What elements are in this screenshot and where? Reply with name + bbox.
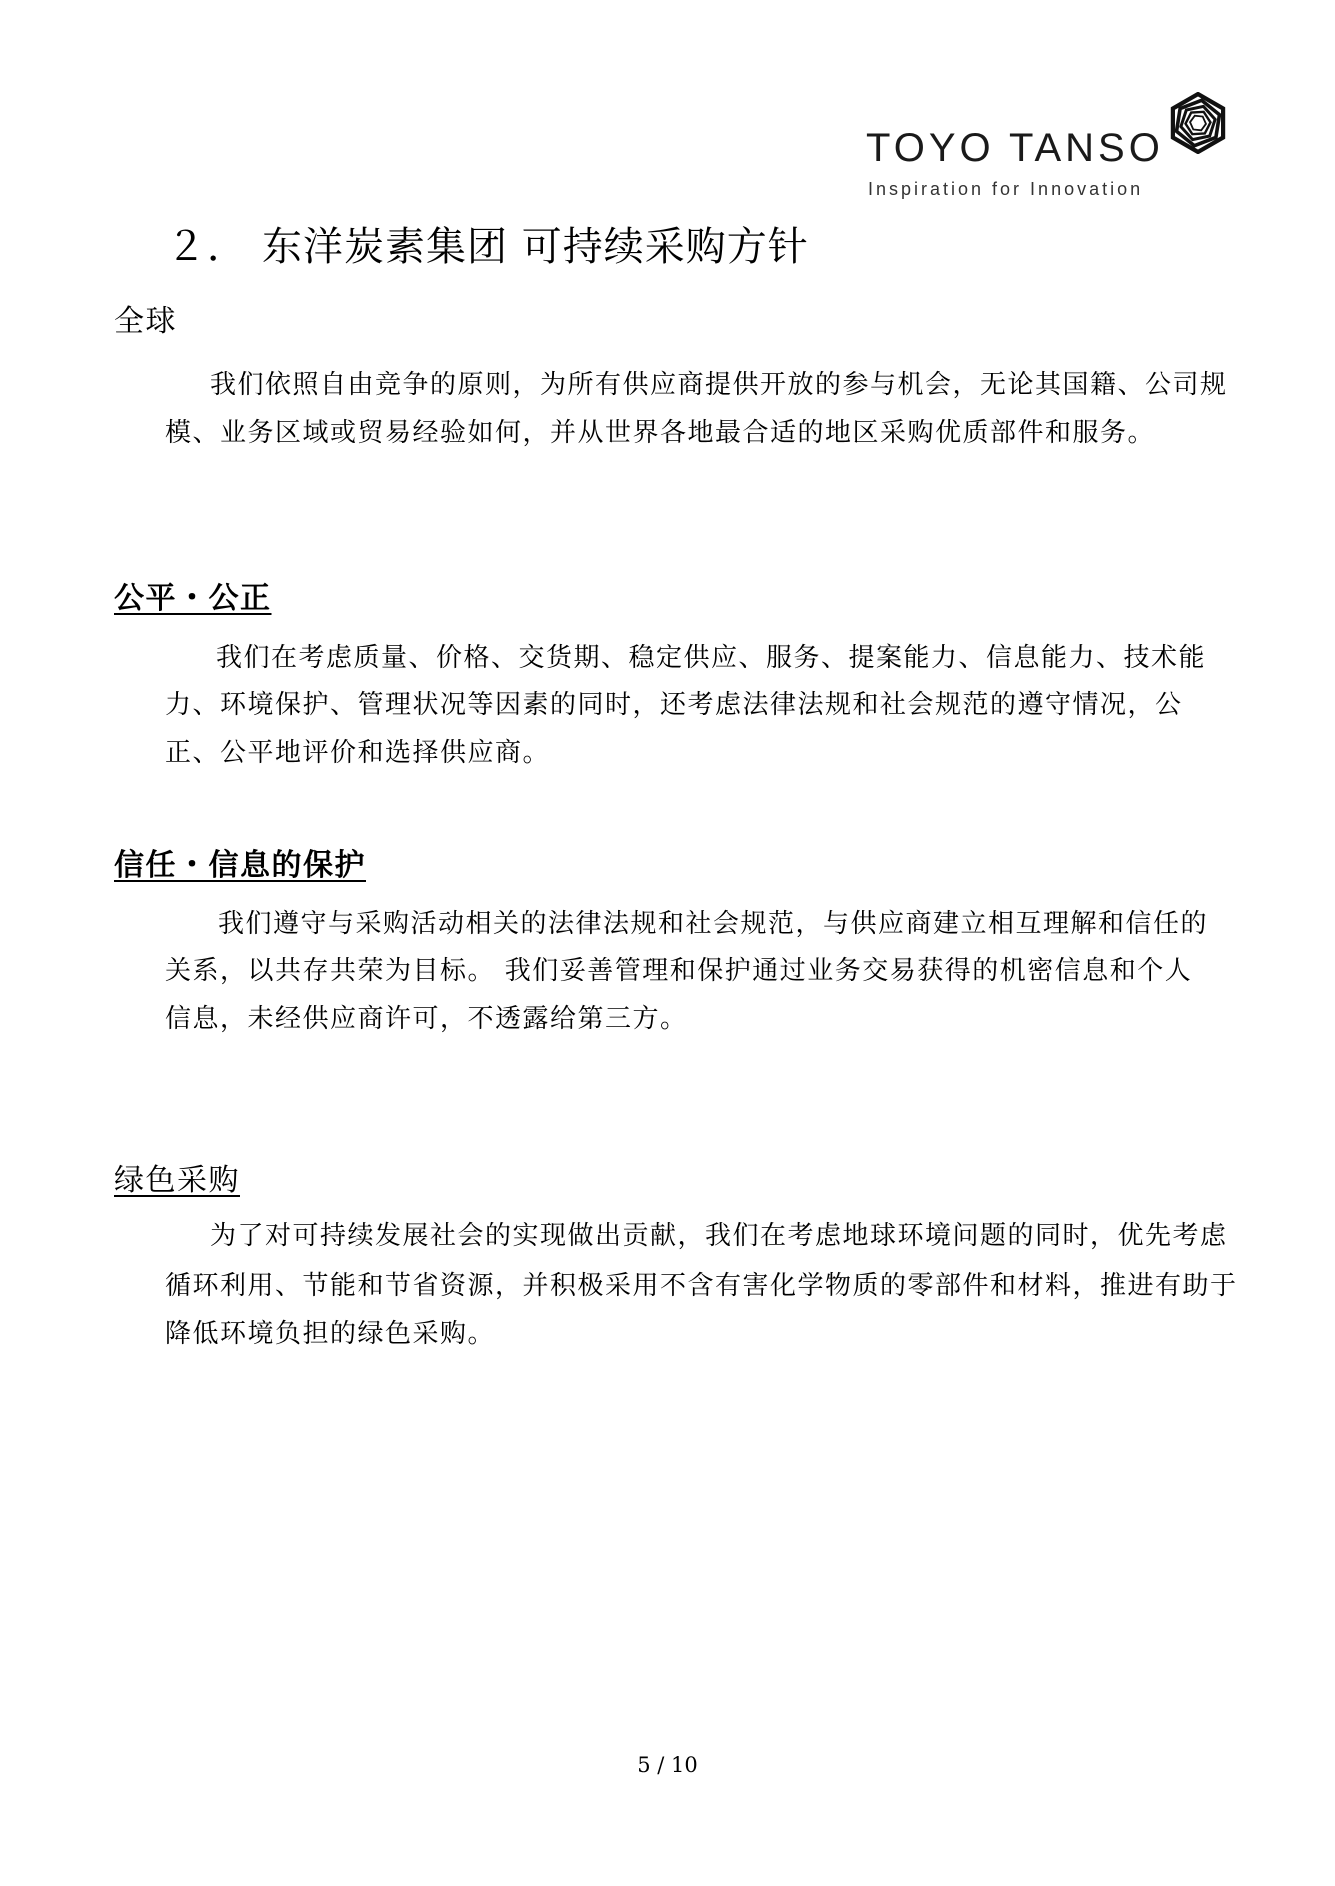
paragraph-line: 为了对可持续发展社会的实现做出贡献，我们在考虑地球环境问题的同时，优先考虑 — [210, 1221, 1228, 1251]
title-number: ２． — [166, 224, 248, 270]
section-heading-green-procurement: 绿色采购 — [114, 1163, 240, 1198]
company-tagline: Inspiration for Innovation — [868, 179, 1144, 199]
paragraph-line: 降低环境负担的绿色采购。 — [165, 1319, 496, 1349]
page-number: 5 / 10 — [637, 1753, 698, 1777]
paragraph-line: 我们遵守与采购活动相关的法律法规和社会规范，与供应商建立相互理解和信任的 — [218, 909, 1209, 939]
title-text: 东洋炭素集团 可持续采购方针 — [262, 224, 809, 270]
paragraph-line: 循环利用、节能和节省资源，并积极采用不含有害化学物质的零部件和材料，推进有助于 — [165, 1271, 1238, 1301]
logo-mark-ring — [1190, 116, 1206, 131]
section-heading-fairness: 公平・公正 — [114, 581, 272, 616]
paragraph-line: 关系，以共存共荣为目标。 我们妥善管理和保护通过业务交易获得的机密信息和个人 — [165, 956, 1193, 986]
paragraph-line: 信息，未经供应商许可，不透露给第三方。 — [165, 1004, 688, 1034]
paragraph-line: 正、公平地评价和选择供应商。 — [165, 738, 551, 768]
section-heading-trust-information-protection: 信任・信息的保护 — [114, 848, 366, 883]
hexagon-spiral-logo-icon — [1166, 92, 1230, 154]
paragraph-line: 我们在考虑质量、价格、交货期、稳定供应、服务、提案能力、信息能力、技术能 — [216, 643, 1207, 673]
company-logo-text: TOYO TANSO — [866, 126, 1164, 170]
paragraph-line: 我们依照自由竞争的原则，为所有供应商提供开放的参与机会，无论其国籍、公司规 — [210, 370, 1228, 400]
section-heading-global: 全球 — [114, 304, 177, 339]
page-title — [166, 222, 809, 272]
paragraph-line: 力、环境保护、管理状况等因素的同时，还考虑法律法规和社会规范的遵守情况，公 — [165, 690, 1183, 720]
paragraph-line: 模、业务区域或贸易经验如何，并从世界各地最合适的地区采购优质部件和服务。 — [165, 418, 1156, 448]
